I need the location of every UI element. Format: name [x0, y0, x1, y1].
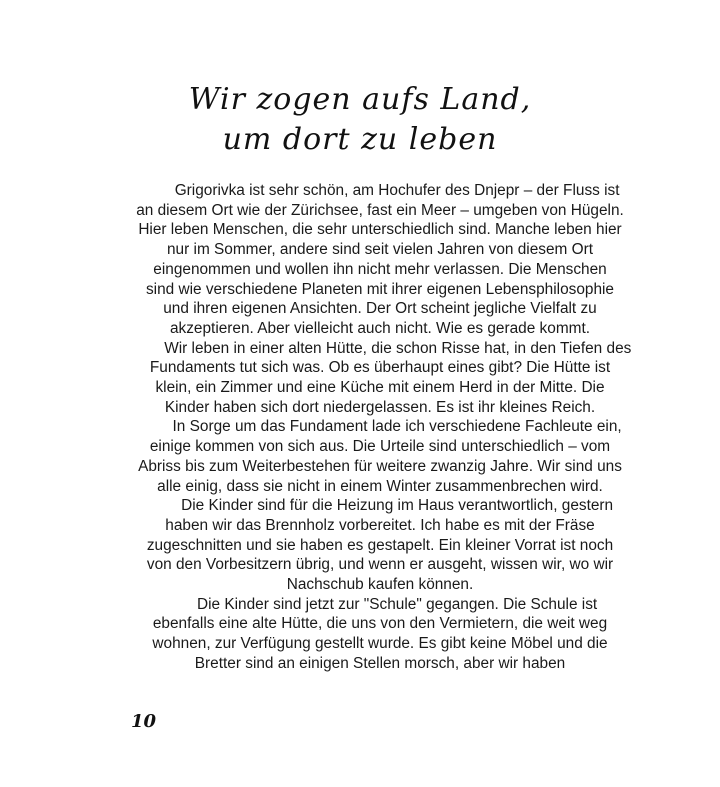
- text-line: Grigorivka ist sehr schön, am Hochufer des Dnjepr – der Fluss ist: [140, 182, 620, 199]
- text-line: akzeptieren. Aber vielleicht auch nicht. Wie es gerade kommt.: [169, 319, 591, 337]
- text-line: ebenfalls eine alte Hütte, die uns von den Vermietern, die weit weg: [152, 615, 608, 633]
- text-line: In Sorge um das Fundament lade ich verschiedene Fachleute ein,: [138, 418, 622, 436]
- text-line: sind wie verschiedene Planeten mit ihrer eigenen Lebensphilosophie: [145, 280, 614, 298]
- text-line: Hier leben Menschen, die sehr unterschiedlich sind. Manche leben hier: [138, 221, 622, 239]
- text-line: Bretter sind an einigen Stellen morsch, aber wir haben: [194, 654, 566, 672]
- text-line: nur im Sommer, andere sind seit vielen Jahren von diesem Ort: [167, 241, 593, 259]
- text-line: einige kommen von sich aus. Die Urteile sind unterschiedlich – vom: [149, 438, 611, 456]
- text-line: wohnen, zur Verfügung gestellt wurde. Es gibt keine Möbel und die: [152, 635, 608, 653]
- text-line: Wir leben in einer alten Hütte, die schon Risse hat, in den Tiefen des: [130, 339, 632, 357]
- text-line: Fundaments tut sich was. Ob es überhaupt eines gibt? Die Hütte ist: [149, 359, 611, 377]
- text-line: Abriss bis zum Weiterbestehen für weitere zwanzig Jahre. Wir sind uns: [138, 457, 622, 475]
- text-line: Kinder haben sich dort niedergelassen. Es ist ihr kleines Reich.: [164, 398, 596, 416]
- text-line: haben wir das Brennholz vorbereitet. Ich habe es mit der Fräse: [165, 516, 595, 534]
- text-line: alle einig, dass sie nicht in einem Winter zusammenbrechen wird.: [157, 477, 603, 495]
- text-line: klein, ein Zimmer und eine Küche mit einem Herd in der Mitte. Die: [155, 379, 605, 397]
- text-line: Die Kinder sind für die Heizung im Haus verantwortlich, gestern: [146, 497, 614, 515]
- text-line: an diesem Ort wie der Zürichsee, fast ein Meer – umgeben von Hügeln.: [136, 201, 624, 219]
- text-line: Die Kinder sind jetzt zur "Schule" gegangen. Die Schule ist: [162, 595, 598, 613]
- body-text: [130, 181, 630, 674]
- text-line: eingenommen und wollen ihn nicht mehr verlassen. Die Menschen: [153, 260, 607, 278]
- text-line: und ihren eigenen Ansichten. Der Ort scheint jegliche Vielfalt zu: [163, 300, 597, 318]
- text-line: zugeschnitten und sie haben es gestapelt. Ein kleiner Vorrat ist noch: [146, 536, 614, 554]
- page-number: 10: [131, 711, 157, 732]
- text-line: von den Vorbesitzern übrig, und wenn er ausgeht, wissen wir, wo wir: [146, 556, 614, 574]
- chapter-title-line-1: Wir zogen aufs Land,: [188, 82, 532, 117]
- text-line: Nachschub kaufen können.: [286, 576, 474, 594]
- chapter-title-line-2: um dort zu leben: [222, 122, 498, 157]
